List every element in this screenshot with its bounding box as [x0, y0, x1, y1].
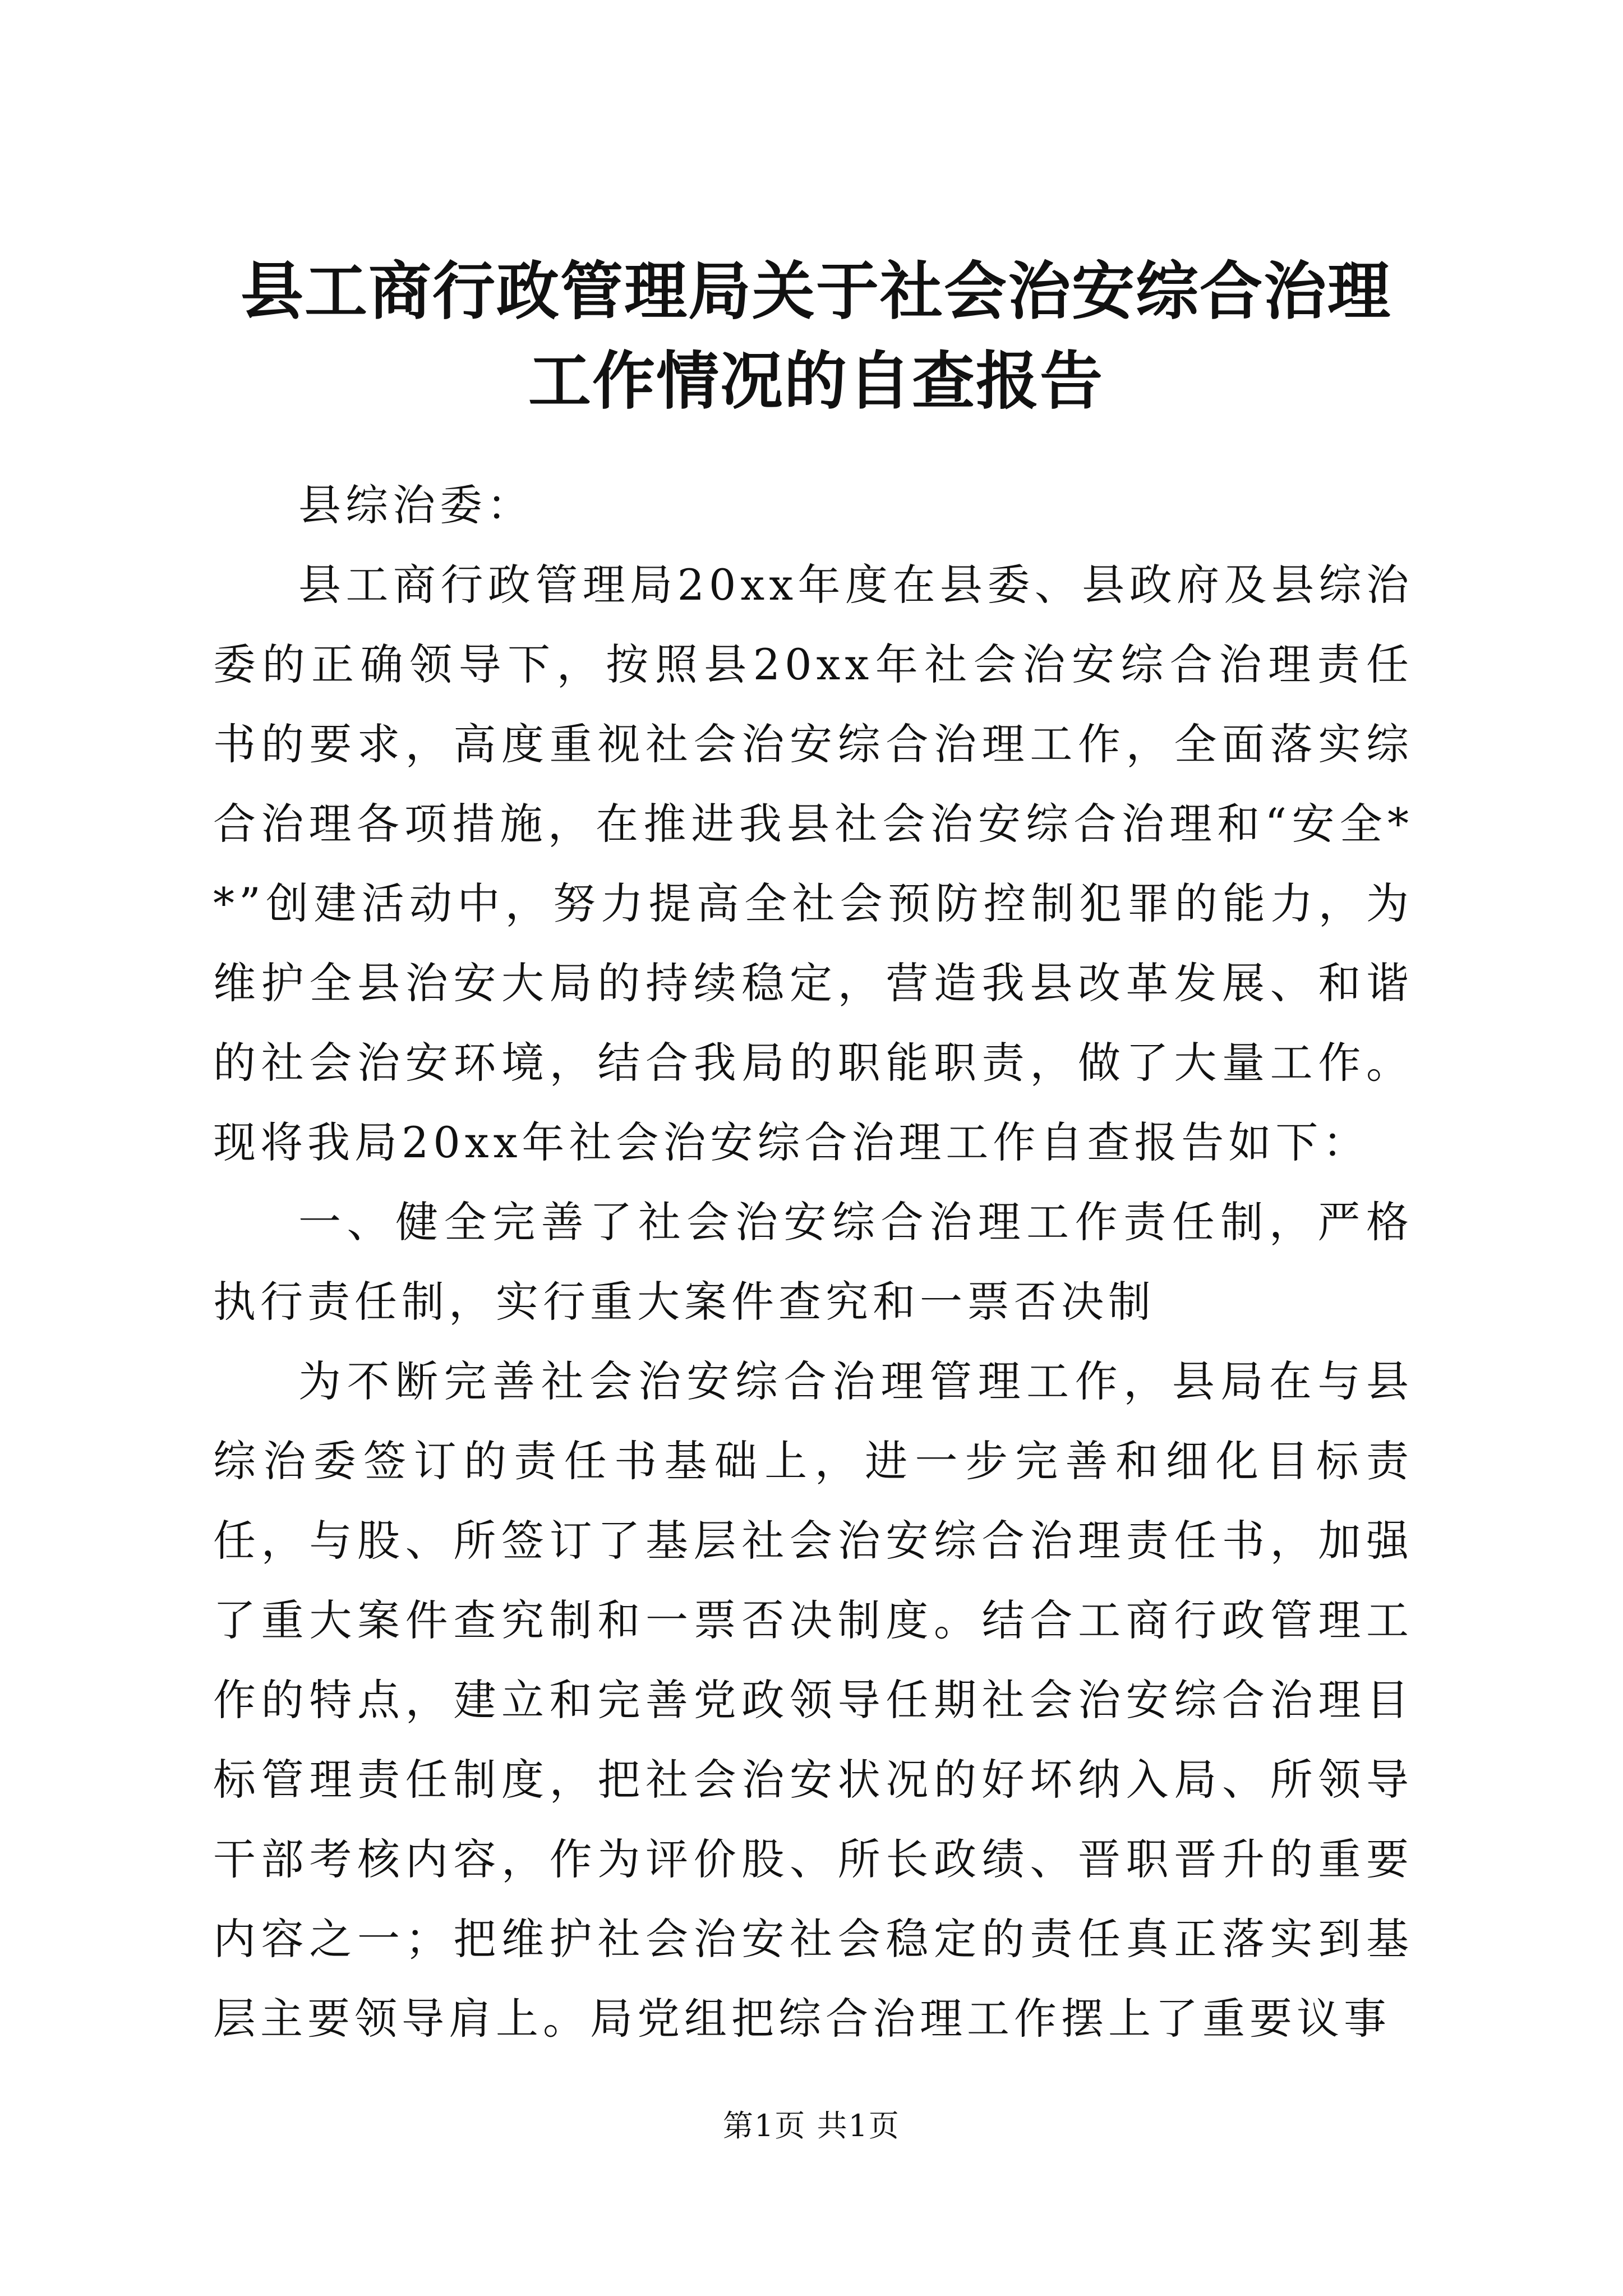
section-heading-1: 一、健全完善了社会治安综合治理工作责任制，严格执行责任制，实行重大案件查究和一票否决制: [213, 1197, 1413, 1327]
document-body: [213, 466, 1413, 2059]
paragraph-section-1: 为不断完善社会治安综合治理管理工作，县局在与县综治委签订的责任书基础上，进一步完善和细化目标责任，与股、所签订了基层社会治安综合治理责任书，加强了重大案件查究制和一票否决制度。结合工商行政管理工作的特点，建立和完善党政领导任期社会治安综合治理目标管理责任制度，把社会治安状况的好坏纳入局、所领导干部考核内容，作为评价股、所长政绩、晋职晋升的重要内容之一；把维护社会治安社会稳定的责任真正落实到基层主要领导肩上。局党组把综合治理工作摆上了重要议事: [213, 1356, 1413, 2044]
document-title: 县工商行政管理局关于社会治安综合治理工作情况的自查报告: [241, 255, 1391, 418]
page-number-footer: 第1页 共1页: [723, 2108, 900, 2143]
salutation: 县综治委：: [298, 480, 534, 530]
paragraph-intro: 县工商行政管理局20xx年度在县委、县政府及县综治委的正确领导下，按照县20xx年社会治安综合治理责任书的要求，高度重视社会治安综合治理工作，全面落实综合治理各项措施，在推进我县社会治安综合治理和“安全**”创建活动中，努力提高全社会预防控制犯罪的能力，为维护全县治安大局的持续稳定，营造我县改革发展、和谐的社会治安环境，结合我局的职能职责，做了大量工作。现将我局20xx年社会治安综合治理工作自查报告如下：: [213, 560, 1413, 1167]
